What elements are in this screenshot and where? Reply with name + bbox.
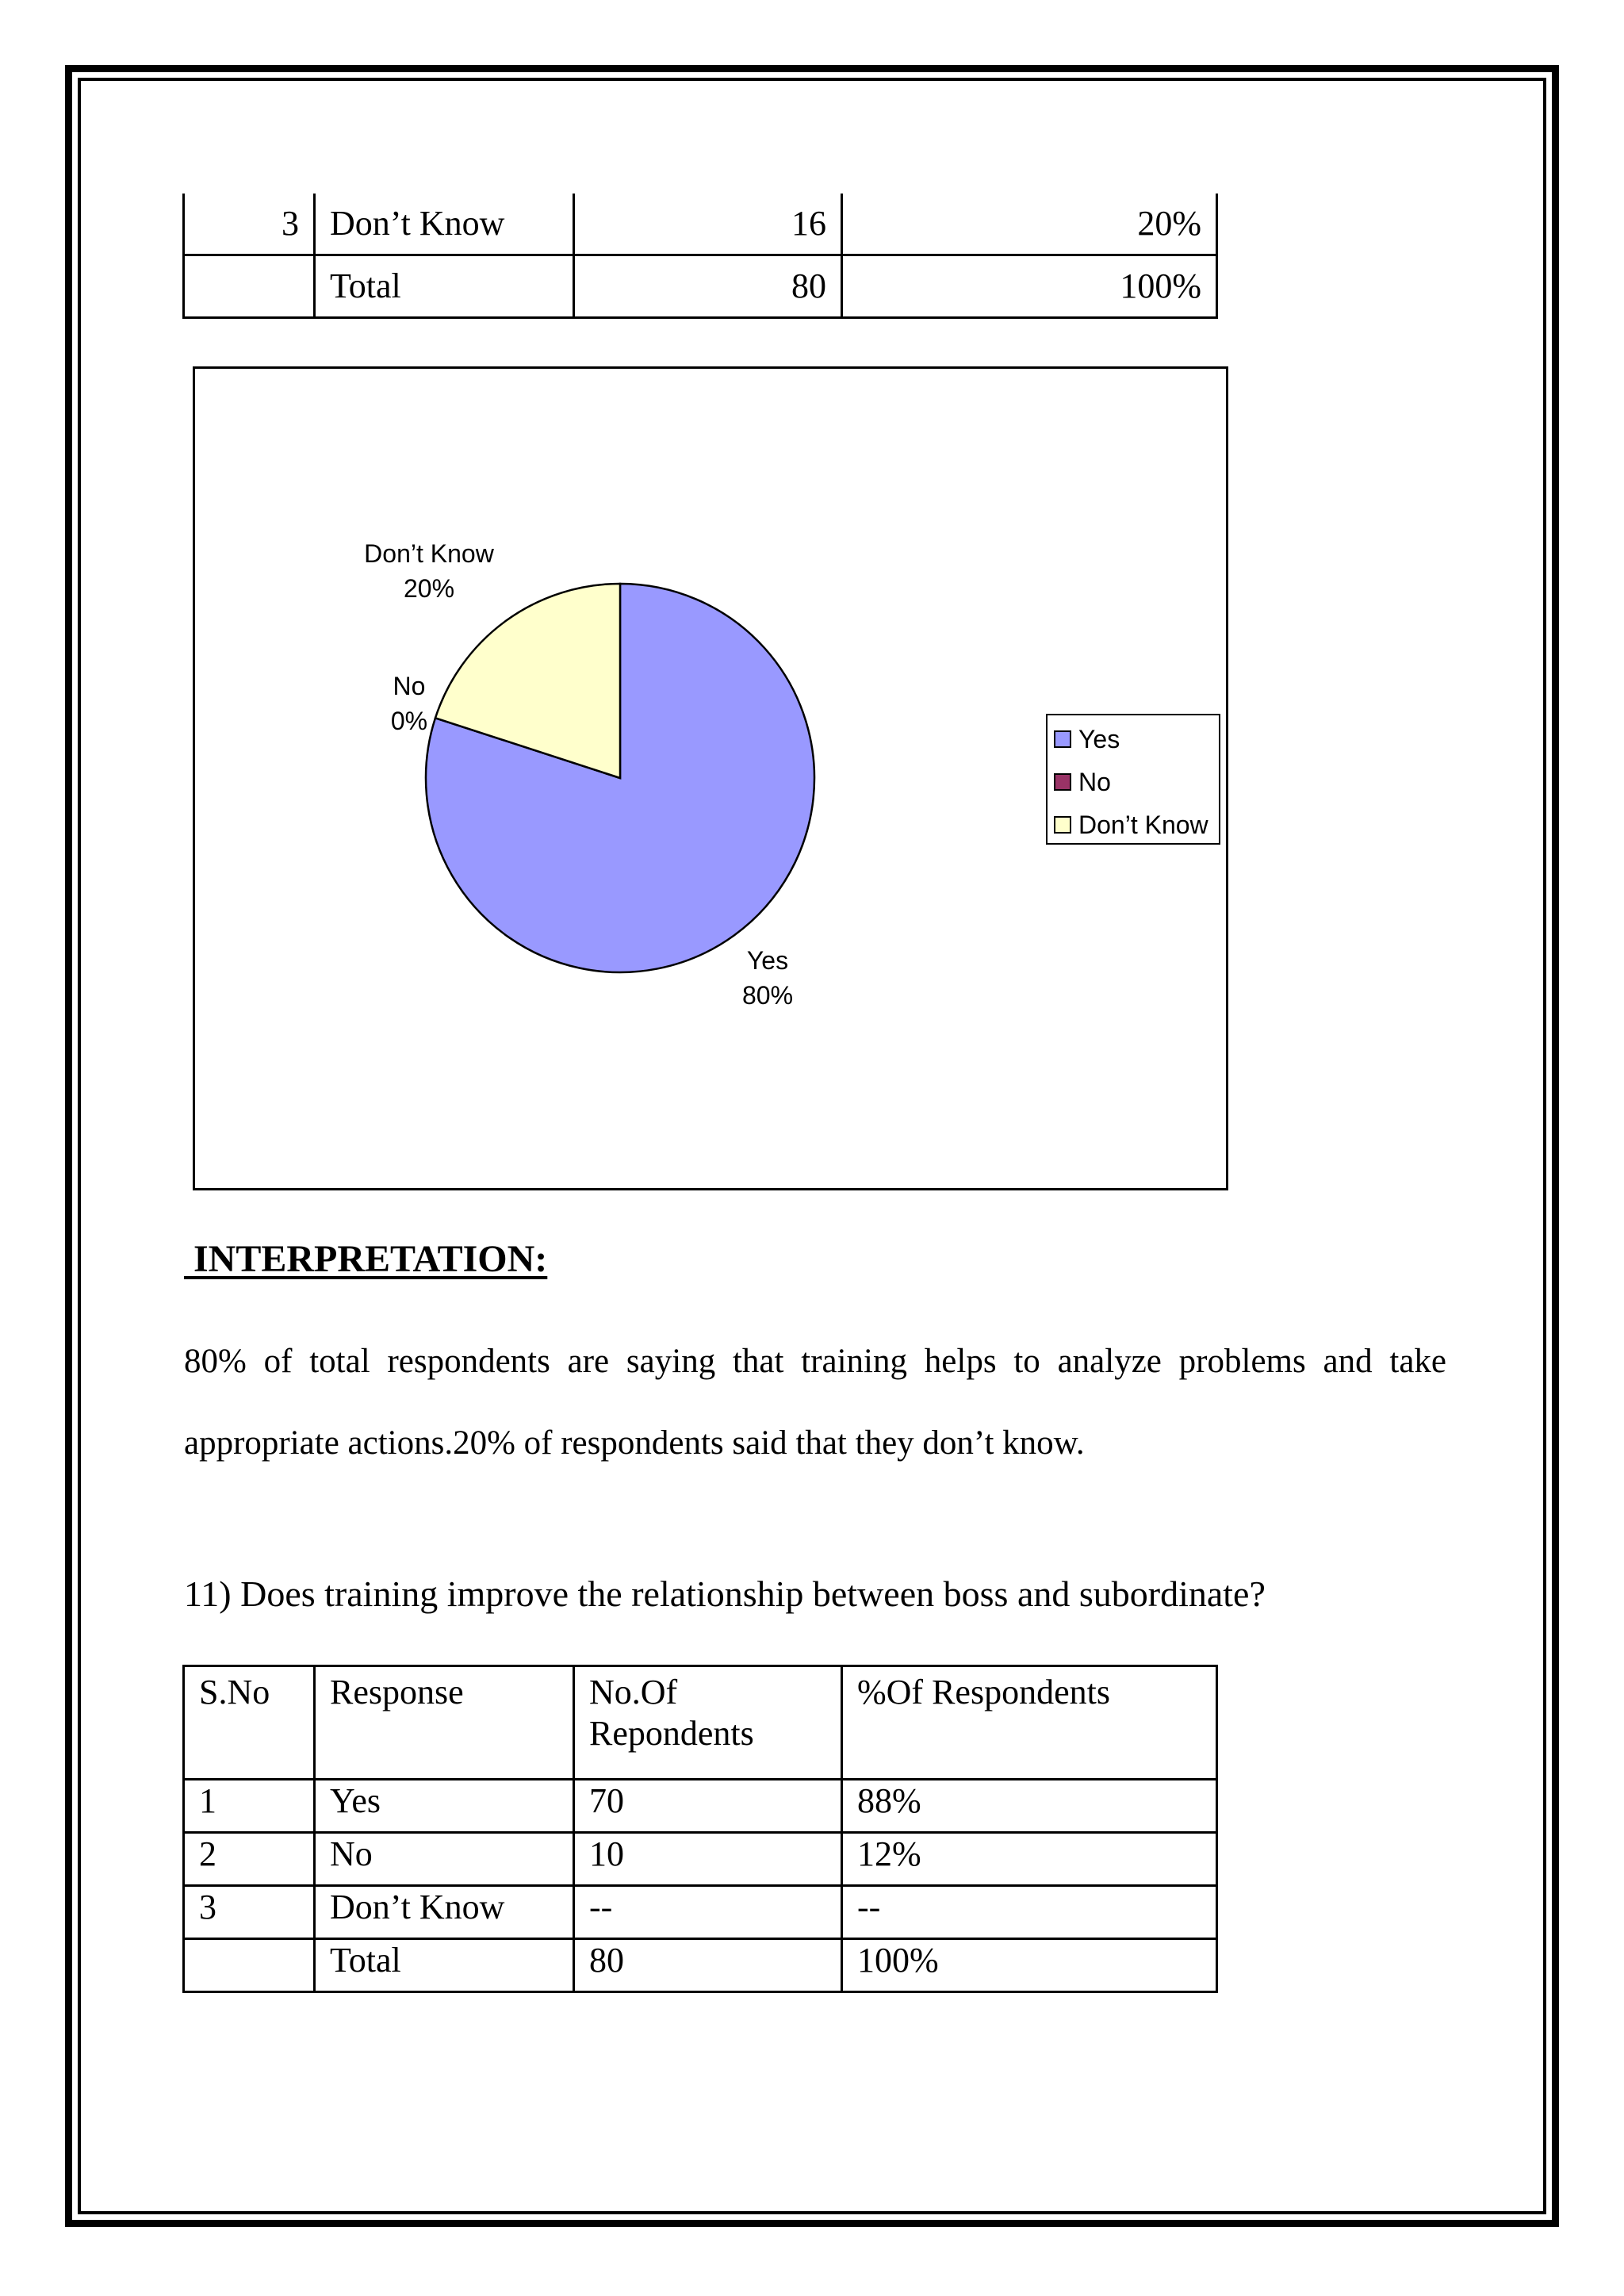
legend-label: Don’t Know (1078, 811, 1208, 839)
table-row (184, 1939, 1217, 1992)
response-cell: Total (315, 255, 574, 318)
question-title: 11) Does training improve the relationship between boss and subordinate? (184, 1573, 1266, 1614)
count-cell: 70 (574, 1780, 842, 1833)
legend-swatch (1055, 774, 1071, 790)
slice-percent-no: 0% (390, 707, 428, 735)
response-cell: No (315, 1833, 574, 1886)
sno-cell: 1 (184, 1780, 315, 1833)
table-row (184, 194, 1217, 255)
interpretation-text: 80% of total respondents are saying that training helps to analyze problems and take appropriate actions.20% of respondents said that they don’t know. (184, 1343, 1446, 1462)
table-row (184, 1833, 1217, 1886)
legend-swatch (1055, 817, 1071, 833)
sno-cell: 3 (184, 194, 315, 255)
sno-cell (184, 1939, 315, 1992)
pie-chart (195, 369, 1226, 1188)
response-cell: Don’t Know (315, 1886, 574, 1939)
table-row (184, 255, 1217, 318)
response-cell: Yes (315, 1780, 574, 1833)
legend-swatch (1055, 731, 1071, 747)
header-response: Response (315, 1666, 574, 1780)
header-percent: %Of Respondents (842, 1666, 1217, 1780)
slice-percent-yes: 80% (741, 981, 794, 1010)
slice-percent-don-t-know: 20% (403, 574, 455, 603)
response-cell: Total (315, 1939, 574, 1992)
count-cell: 80 (574, 1939, 842, 1992)
count-cell: 80 (574, 255, 842, 318)
table-row (184, 1886, 1217, 1939)
sno-cell (184, 255, 315, 318)
count-cell: 16 (574, 194, 842, 255)
sno-cell: 3 (184, 1886, 315, 1939)
legend-label: No (1078, 768, 1111, 796)
responses-table-continued (182, 194, 1218, 319)
pie-chart-frame (193, 366, 1228, 1190)
slice-label-don-t-know: Don’t Know (364, 539, 494, 568)
percent-cell: 100% (842, 255, 1217, 318)
percent-cell: 100% (842, 1939, 1217, 1992)
legend-label: Yes (1078, 725, 1120, 753)
count-cell: 10 (574, 1833, 842, 1886)
slice-label-yes: Yes (746, 946, 789, 975)
table-row (184, 1780, 1217, 1833)
percent-cell: 88% (842, 1780, 1217, 1833)
header-sno: S.No (184, 1666, 315, 1780)
percent-cell: 12% (842, 1833, 1217, 1886)
count-cell: -- (574, 1886, 842, 1939)
response-cell: Don’t Know (315, 194, 574, 255)
sno-cell: 2 (184, 1833, 315, 1886)
table-header-row (184, 1666, 1217, 1780)
percent-cell: -- (842, 1886, 1217, 1939)
percent-cell: 20% (842, 194, 1217, 255)
responses-table (182, 1665, 1218, 1993)
header-count: No.Of Repondents (574, 1666, 842, 1780)
interpretation-heading: INTERPRETATION: (184, 1238, 548, 1280)
slice-label-no: No (393, 672, 426, 700)
